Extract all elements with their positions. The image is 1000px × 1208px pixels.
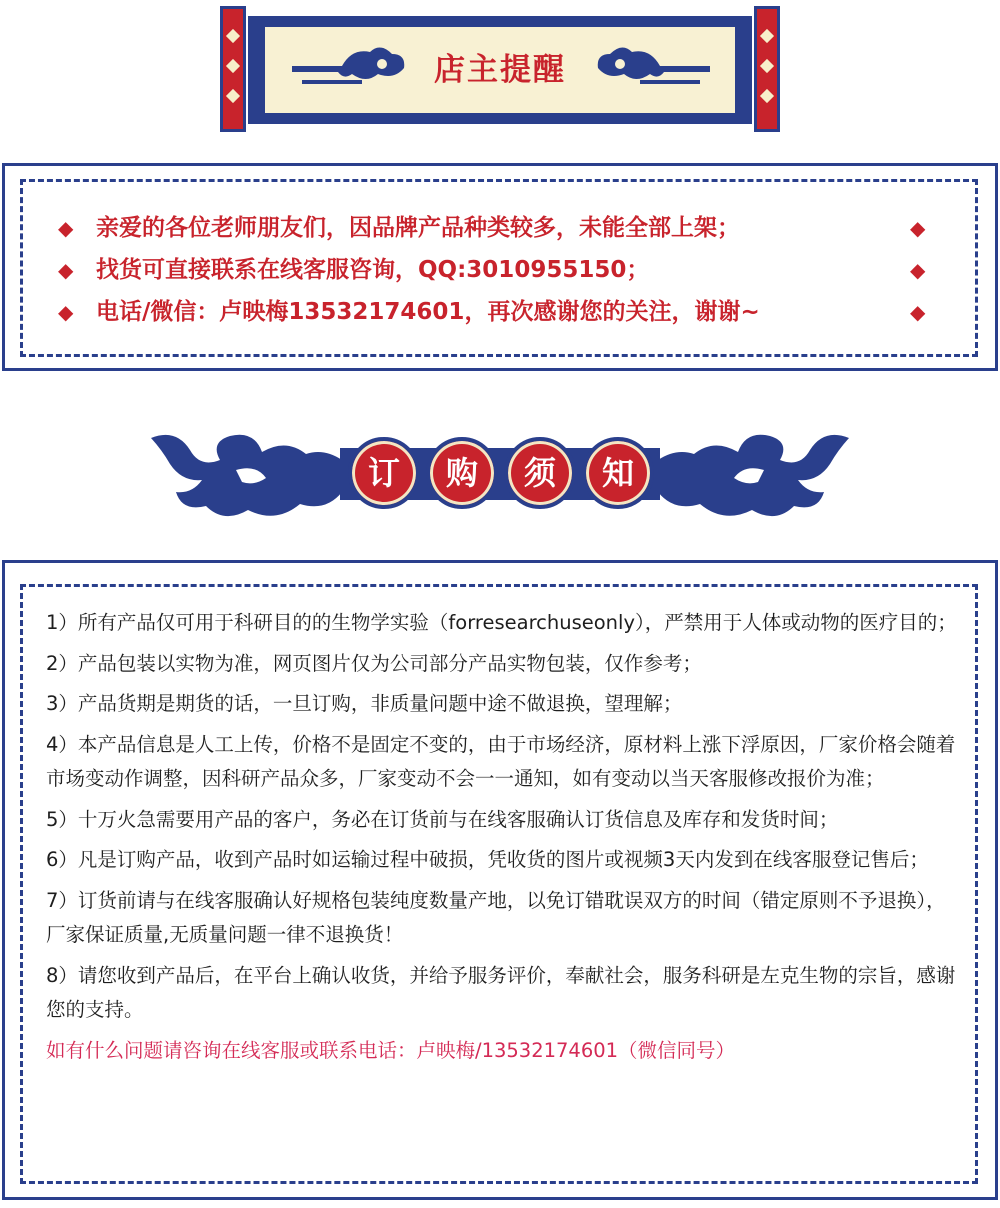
- rule-item: 3）产品货期是期货的话，一旦订购，非质量问题中途不做退换，望理解；: [46, 692, 683, 715]
- order-header-char: 须: [504, 437, 576, 509]
- diamond-bullet-icon: ◆: [910, 300, 926, 324]
- scroll-rod-right: [754, 6, 780, 132]
- banner-title: 店主提醒: [434, 52, 566, 88]
- diamond-bullet-icon: ◆: [58, 300, 74, 324]
- diamond-bullet-icon: ◆: [58, 258, 74, 282]
- notice-text: 亲爱的各位老师朋友们，因品牌产品种类较多，未能全部上架；: [96, 215, 740, 241]
- notice-line: [0, 294, 1000, 330]
- notice-line: [0, 210, 1000, 246]
- notice-line: [0, 252, 1000, 288]
- diamond-bullet-icon: ◆: [910, 216, 926, 240]
- diamond-bullet-icon: ◆: [910, 258, 926, 282]
- rule-item: 7）订货前请与在线客服确认好规格包装纯度数量产地，以免订错耽误双方的时间（错定原则不予退换），厂家保证质量,无质量问题一律不退换货！: [46, 888, 946, 946]
- rules-list: [46, 606, 958, 1074]
- order-header-char: 订: [348, 437, 420, 509]
- rule-item: 1）所有产品仅可用于科研目的的生物学实验（forresearchuseonly），严禁用于人体或动物的医疗目的；: [46, 611, 957, 634]
- order-header-char: 知: [582, 437, 654, 509]
- notice-text: 找货可直接联系在线客服咨询，QQ:3010955150；: [96, 257, 650, 283]
- diamond-icon: [760, 89, 774, 103]
- diamond-icon: [226, 89, 240, 103]
- diamond-icon: [226, 29, 240, 43]
- scroll-rod-left: [220, 6, 246, 132]
- diamond-bullet-icon: ◆: [58, 216, 74, 240]
- cloud-right-icon: [590, 40, 720, 90]
- diamond-icon: [760, 29, 774, 43]
- notice-text: 电话/微信：卢映梅13532174601，再次感谢您的关注，谢谢~: [96, 299, 760, 325]
- contact-line: 如有什么问题请咨询在线客服或联系电话：卢映梅/13532174601（微信同号）: [46, 1038, 736, 1062]
- rule-item: 4）本产品信息是人工上传，价格不是固定不变的，由于市场经济，原材料上涨下浮原因，厂家价格会随着市场变动作调整，因科研产品众多，厂家变动不会一一通知，如有变动以当天客服修改报价为准；: [46, 732, 956, 790]
- rule-item: 8）请您收到产品后，在平台上确认收货，并给予服务评价，奉献社会，服务科研是左克生物的宗旨，感谢您的支持。: [46, 963, 956, 1021]
- order-header-char: 购: [426, 437, 498, 509]
- cloud-left-icon: [282, 40, 412, 90]
- rule-item: 5）十万火急需要用产品的客户，务必在订货前与在线客服确认订货信息及库存和发货时间；: [46, 807, 839, 831]
- diamond-icon: [226, 59, 240, 73]
- rule-item: 6）凡是订购产品，收到产品时如运输过程中破损，凭收货的图片或视频3天内发到在线客服登记售后；: [46, 848, 929, 871]
- diamond-icon: [760, 59, 774, 73]
- rule-item: 2）产品包装以实物为准，网页图片仅为公司部分产品实物包装，仅作参考；: [46, 651, 702, 675]
